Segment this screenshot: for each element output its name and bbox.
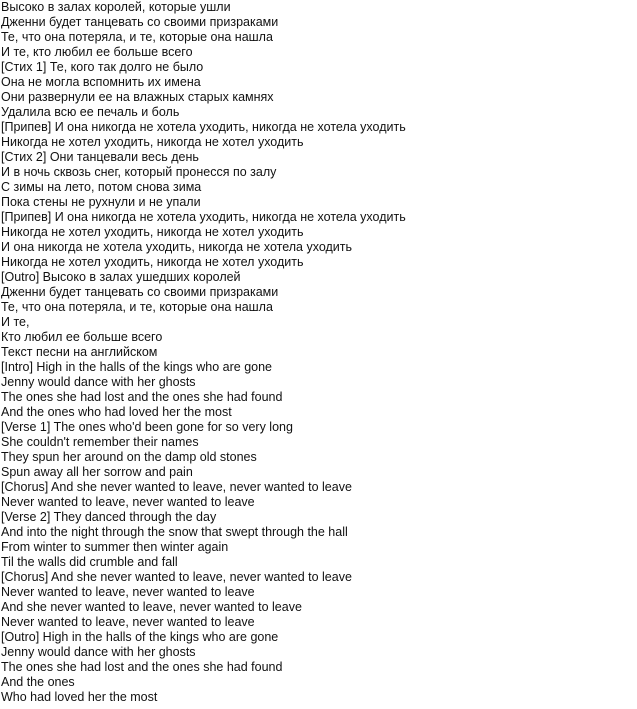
lyric-line: Она не могла вспомнить их имена: [1, 75, 201, 89]
lyric-line: [Припев] И она никогда не хотела уходить, никогда не хотела уходить: [1, 120, 406, 134]
lyric-line: Никогда не хотел уходить, никогда не хотел уходить: [1, 225, 304, 239]
lyric-line: Удалила всю ее печаль и боль: [1, 105, 180, 119]
lyric-line: Дженни будет танцевать со своими призраками: [1, 15, 279, 29]
lyric-line: И те,: [1, 315, 30, 329]
lyric-line: [Verse 1] The ones who'd been gone for so very long: [1, 420, 293, 434]
lyric-line: Текст песни на английском: [1, 345, 158, 359]
lyric-line: С зимы на лето, потом снова зима: [1, 180, 202, 194]
lyric-line: Jenny would dance with her ghosts: [1, 645, 196, 659]
lyric-line: Те, что она потеряла, и те, которые она нашла: [1, 300, 273, 314]
lyric-line: [Chorus] And she never wanted to leave, never wanted to leave: [1, 480, 352, 494]
lyric-line: The ones she had lost and the ones she had found: [1, 390, 283, 404]
lyric-line: Til the walls did crumble and fall: [1, 555, 178, 569]
lyric-line: Never wanted to leave, never wanted to leave: [1, 495, 255, 509]
lyric-line: [Intro] High in the halls of the kings who are gone: [1, 360, 272, 374]
lyric-line: Никогда не хотел уходить, никогда не хотел уходить: [1, 135, 304, 149]
lyric-line: Те, что она потеряла, и те, которые она нашла: [1, 30, 273, 44]
lyric-line: [Outro] Высоко в залах ушедших королей: [1, 270, 241, 284]
lyric-line: Дженни будет танцевать со своими призраками: [1, 285, 279, 299]
lyric-line: И в ночь сквозь снег, который пронесся по залу: [1, 165, 277, 179]
lyric-line: And the ones who had loved her the most: [1, 405, 232, 419]
lyric-line: И те, кто любил ее больше всего: [1, 45, 193, 59]
lyric-line: And the ones: [1, 675, 75, 689]
lyric-line: The ones she had lost and the ones she had found: [1, 660, 283, 674]
lyric-line: [Verse 2] They danced through the day: [1, 510, 217, 524]
lyric-line: Who had loved her the most: [1, 690, 158, 704]
lyric-line: And she never wanted to leave, never wanted to leave: [1, 600, 302, 614]
lyric-line: Never wanted to leave, never wanted to leave: [1, 585, 255, 599]
lyric-line: [Стих 1] Те, кого так долго не было: [1, 60, 204, 74]
lyric-line: Never wanted to leave, never wanted to leave: [1, 615, 255, 629]
lyric-line: [Припев] И она никогда не хотела уходить, никогда не хотела уходить: [1, 210, 406, 224]
lyric-line: [Стих 2] Они танцевали весь день: [1, 150, 199, 164]
lyric-line: From winter to summer then winter again: [1, 540, 229, 554]
lyric-line: Они развернули ее на влажных старых камнях: [1, 90, 274, 104]
lyric-line: They spun her around on the damp old stones: [1, 450, 257, 464]
lyric-line: И она никогда не хотела уходить, никогда не хотела уходить: [1, 240, 353, 254]
lyric-line: [Chorus] And she never wanted to leave, never wanted to leave: [1, 570, 352, 584]
lyric-line: And into the night through the snow that swept through the hall: [1, 525, 348, 539]
lyric-line: She couldn't remember their names: [1, 435, 199, 449]
lyric-line: Spun away all her sorrow and pain: [1, 465, 193, 479]
lyric-line: Кто любил ее больше всего: [1, 330, 163, 344]
lyric-line: Пока стены не рухнули и не упали: [1, 195, 201, 209]
lyric-line: [Outro] High in the halls of the kings who are gone: [1, 630, 279, 644]
lyric-line: Jenny would dance with her ghosts: [1, 375, 196, 389]
lyric-line: Высоко в залах королей, которые ушли: [1, 0, 231, 14]
lyric-line: Никогда не хотел уходить, никогда не хотел уходить: [1, 255, 304, 269]
